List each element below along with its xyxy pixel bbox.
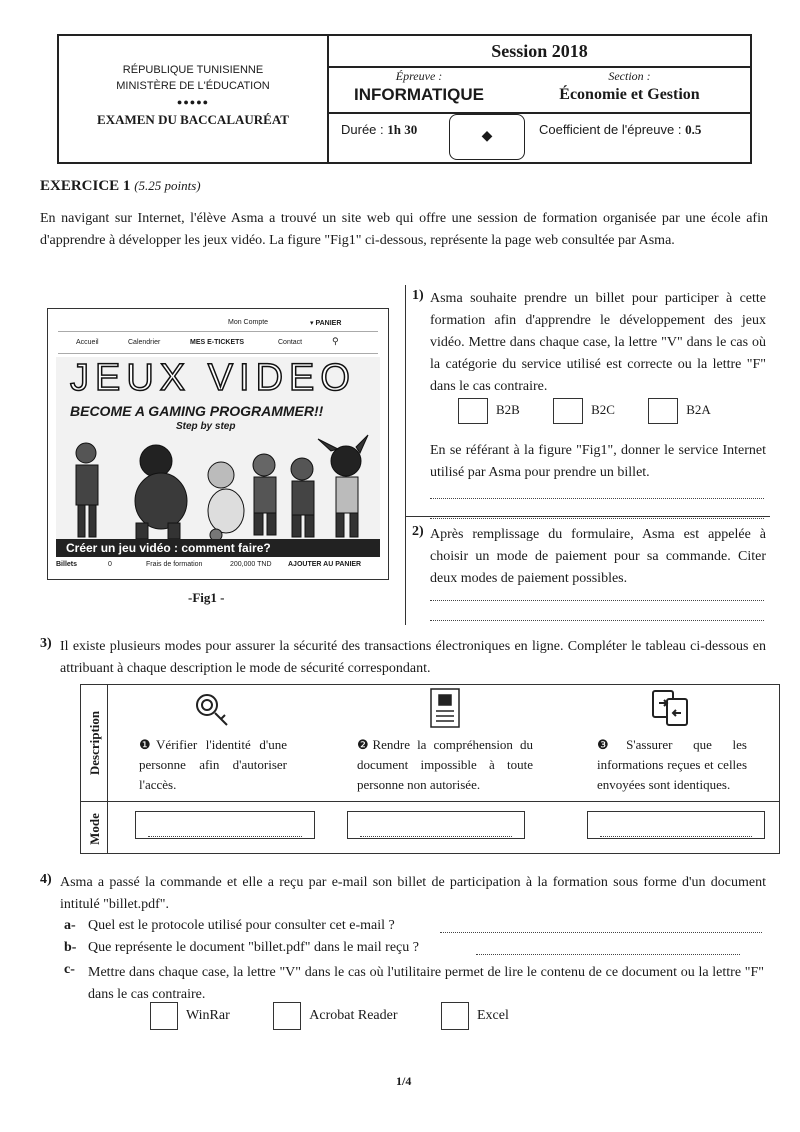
q1-text: Asma souhaite prendre un billet pour participer à cette formation afin d'apprendre le développement des jeux vidéo. Mettre dans chaque case, la lettre "V" dans le cas où la catégorie du service utilisé est correcte ou la lettre "F" dans le cas contraire. bbox=[430, 291, 766, 394]
exam-title: EXAMEN DU BACCALAURÉAT bbox=[97, 112, 289, 127]
banner-headline: Créer un jeu vidéo : comment faire? bbox=[56, 539, 380, 557]
footer-billets: Billets bbox=[56, 561, 78, 568]
q4a-answer-line[interactable] bbox=[440, 918, 762, 933]
header-left bbox=[59, 36, 329, 162]
q4-number: 4) bbox=[40, 872, 52, 887]
search-icon[interactable]: ⚲ bbox=[332, 336, 339, 346]
q4c-label: c- bbox=[64, 962, 75, 977]
q1-text2: En se référant à la figure "Fig1", donner le service Internet utilisé par Asma pour prendre un billet. bbox=[430, 443, 766, 480]
q-separator bbox=[405, 516, 770, 517]
q4-text: Asma a passé la commande et elle a reçu par e-mail son billet de participation à la formation sous forme d'un document intitulé "billet.pdf". bbox=[60, 875, 766, 912]
diamond-icon: ◆ bbox=[449, 114, 525, 160]
figure-webpage bbox=[47, 308, 389, 580]
exam-header bbox=[57, 34, 752, 164]
row-mode-label: Mode bbox=[87, 813, 102, 845]
q2-text: Après remplissage du formulaire, Asma est appelée à choisir un mode de paiement pour sa commande. Citer deux modes de paiement possibles. bbox=[430, 527, 766, 586]
epreuve: INFORMATIQUE bbox=[353, 85, 484, 104]
exercise-intro: En navigant sur Internet, l'élève Asma a trouvé un site web qui offre une session de formation organisée par une école afin d'apprendre à développer les jeux vidéo. La figure "Fig1" ci-dessous, représente la page web consultée par Asma. bbox=[40, 211, 768, 248]
q1-box-b2a[interactable] bbox=[648, 398, 678, 424]
description-1: ❶Vérifier l'identité d'une personne afin d'autoriser l'accès. bbox=[139, 737, 287, 792]
epreuve-label: Épreuve : bbox=[395, 69, 443, 83]
nav-etickets[interactable]: MES E-TICKETS bbox=[190, 339, 245, 346]
q4a-label: a- bbox=[64, 918, 76, 933]
q2-answer-line-2[interactable] bbox=[430, 606, 764, 621]
q4b-label: b- bbox=[64, 940, 77, 955]
banner-subtitle: BECOME A GAMING PROGRAMMER!! bbox=[70, 403, 324, 419]
q2-number: 2) bbox=[412, 524, 424, 539]
figure-caption: -Fig1 - bbox=[188, 590, 225, 605]
header-right bbox=[329, 36, 750, 162]
q1-box-b2c[interactable] bbox=[553, 398, 583, 424]
page-number: 1/4 bbox=[396, 1074, 412, 1088]
exercise-title: EXERCICE 1 (5.25 points) bbox=[40, 178, 201, 194]
section-label: Section : bbox=[608, 69, 651, 83]
q4a-text: Quel est le protocole utilisé pour consulter cet e-mail ? bbox=[88, 918, 395, 933]
q4-box-excel[interactable] bbox=[441, 1002, 469, 1030]
column-divider bbox=[405, 285, 406, 625]
stars: ●●●●● bbox=[176, 97, 210, 107]
q3-number: 3) bbox=[40, 636, 52, 651]
q4-box-acrobat[interactable] bbox=[273, 1002, 301, 1030]
banner-title: JEUX VIDEO bbox=[70, 357, 356, 399]
description-3: ❸S'assurer que les informations reçues et celles envoyées sont identiques. bbox=[597, 737, 747, 792]
security-table bbox=[80, 684, 780, 854]
q4-box-winrar[interactable] bbox=[150, 1002, 178, 1030]
nav-contact[interactable]: Contact bbox=[278, 339, 303, 346]
footer-fees: Frais de formation bbox=[146, 561, 203, 568]
duration: Durée : 1h 30 bbox=[341, 122, 418, 137]
fingerprint-key-icon bbox=[191, 689, 231, 729]
description-2: ❷Rendre la compréhension du document impossible à toute personne non autorisée. bbox=[357, 737, 533, 792]
banner-image bbox=[56, 357, 380, 543]
session: Session 2018 bbox=[491, 41, 588, 61]
mode-answer-1[interactable] bbox=[135, 811, 315, 839]
row-description-label: Description bbox=[87, 710, 102, 776]
footer-qty[interactable]: 0 bbox=[108, 561, 112, 568]
footer-price: 200,000 TND bbox=[230, 561, 272, 568]
nav-calendrier[interactable]: Calendrier bbox=[128, 339, 161, 346]
banner-step: Step by step bbox=[176, 421, 236, 432]
encrypted-document-icon bbox=[427, 687, 463, 729]
mode-answer-3[interactable] bbox=[587, 811, 765, 839]
q2-answer-line-1[interactable] bbox=[430, 586, 764, 601]
section: Économie et Gestion bbox=[559, 86, 700, 103]
q1-options: B2B B2C B2A bbox=[458, 398, 711, 424]
q1-box-b2b[interactable] bbox=[458, 398, 488, 424]
q4c-text: Mettre dans chaque case, la lettre "V" dans le cas où l'utilitaire permet de lire le contenu de ce document ou la lettre "F" dans le cas contraire. bbox=[88, 965, 764, 1002]
country: RÉPUBLIQUE TUNISIENNE bbox=[122, 64, 264, 76]
q3-text: Il existe plusieurs modes pour assurer la sécurité des transactions électroniques en ligne. Compléter le tableau ci-dessous en attribuant à chaque description le mode de sécurité correspondant. bbox=[60, 639, 766, 676]
q1-number: 1) bbox=[412, 288, 424, 303]
cart-link[interactable]: ▾ PANIER bbox=[310, 320, 342, 327]
add-to-cart-button[interactable]: AJOUTER AU PANIER bbox=[288, 561, 362, 568]
account-link[interactable]: Mon Compte bbox=[228, 319, 269, 326]
game-characters-illustration bbox=[56, 431, 380, 543]
q4b-answer-line[interactable] bbox=[476, 940, 740, 955]
nav-accueil[interactable]: Accueil bbox=[76, 339, 99, 346]
q4-options: WinRar Acrobat Reader Excel bbox=[150, 1002, 509, 1030]
ministry: MINISTÈRE DE L'ÉDUCATION bbox=[116, 80, 270, 92]
mode-answer-2[interactable] bbox=[347, 811, 525, 839]
data-integrity-icon bbox=[649, 687, 691, 727]
q1-answer-line-1[interactable] bbox=[430, 484, 764, 499]
q4b-text: Que représente le document "billet.pdf" dans le mail reçu ? bbox=[88, 940, 419, 955]
coefficient: Coefficient de l'épreuve : 0.5 bbox=[539, 122, 702, 137]
